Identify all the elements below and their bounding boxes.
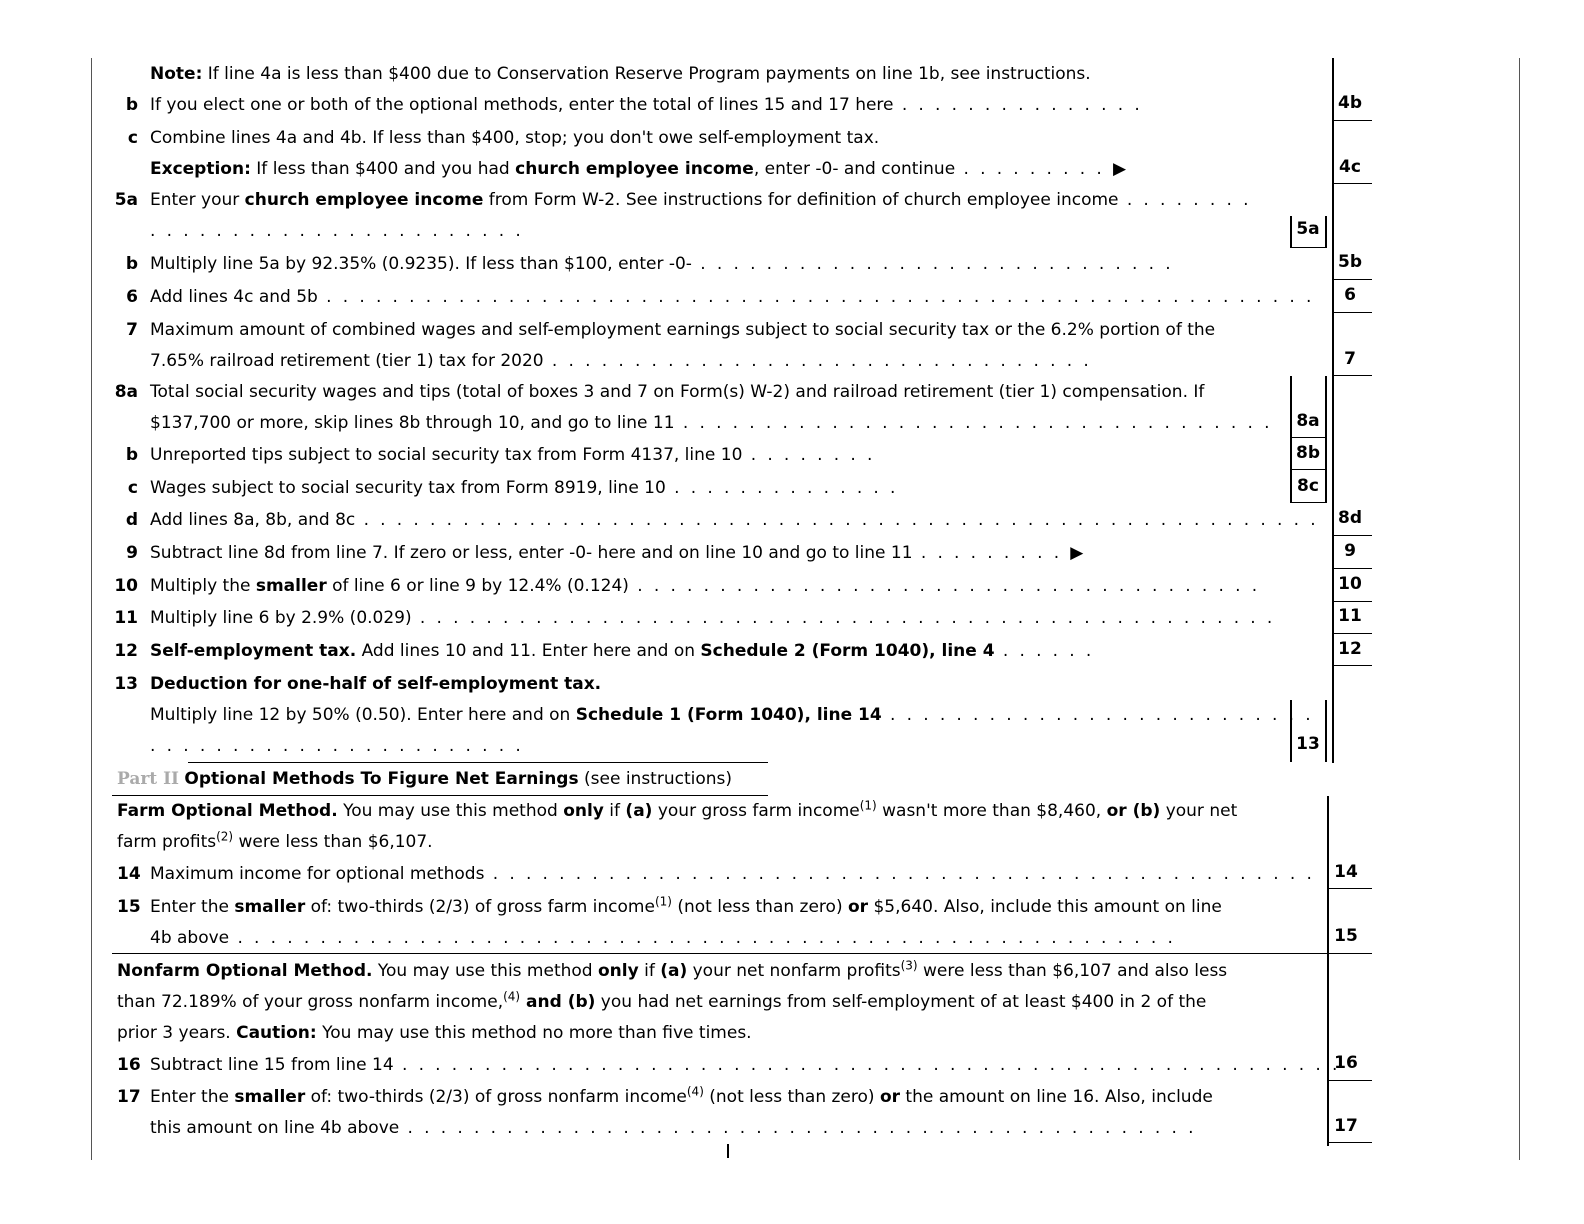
box-label-16: 16	[1334, 1053, 1358, 1073]
rule-9	[1332, 568, 1372, 569]
box-label-7: 7	[1344, 349, 1356, 369]
rule-8a	[1290, 437, 1327, 438]
box-label-8c: 8c	[1297, 476, 1319, 496]
box-5a-left	[1290, 216, 1292, 248]
box-label-13: 13	[1296, 734, 1320, 754]
center-tick	[727, 1144, 729, 1158]
box-label-4b: 4b	[1338, 93, 1362, 113]
box-label-9: 9	[1344, 541, 1356, 561]
rule-17	[1327, 1142, 1372, 1143]
rule-5a	[1290, 247, 1327, 248]
box-label-11: 11	[1338, 606, 1362, 626]
box-label-14: 14	[1334, 862, 1358, 882]
rule-4c	[1332, 183, 1372, 184]
box-label-5a: 5a	[1296, 219, 1320, 239]
box-13-right	[1325, 700, 1327, 762]
box-label-8a: 8a	[1296, 411, 1320, 431]
rule-12	[1332, 665, 1372, 666]
rule-8c	[1290, 502, 1327, 503]
rule-4b	[1332, 120, 1372, 121]
box-label-10: 10	[1338, 574, 1362, 594]
rule-16	[1327, 1080, 1372, 1081]
rule-farm-bottom	[112, 953, 1372, 954]
rule-5b	[1332, 279, 1372, 280]
rule-8d	[1332, 535, 1372, 536]
box-label-4c: 4c	[1339, 157, 1361, 177]
left-page-edge	[91, 58, 92, 1160]
box-label-8b: 8b	[1296, 443, 1320, 463]
box-label-17: 17	[1334, 1116, 1358, 1136]
box-label-12: 12	[1338, 639, 1362, 659]
box-8-right	[1325, 376, 1327, 503]
rule-14	[1327, 888, 1372, 889]
rule-10	[1332, 601, 1372, 602]
rule-7	[1332, 375, 1372, 376]
rule-6	[1332, 312, 1372, 313]
box-label-6: 6	[1344, 285, 1356, 305]
amount-column-divider-2	[1327, 796, 1329, 1146]
part2-bottom-rule	[112, 795, 768, 796]
rule-8b	[1290, 469, 1327, 470]
rule-11	[1332, 633, 1372, 634]
box-label-15: 15	[1334, 926, 1358, 946]
box-label-5b: 5b	[1338, 252, 1362, 272]
right-page-edge	[1519, 58, 1520, 1160]
box-label-8d: 8d	[1338, 508, 1362, 528]
box-5a-right	[1325, 216, 1327, 248]
part2-top-rule	[188, 762, 768, 763]
